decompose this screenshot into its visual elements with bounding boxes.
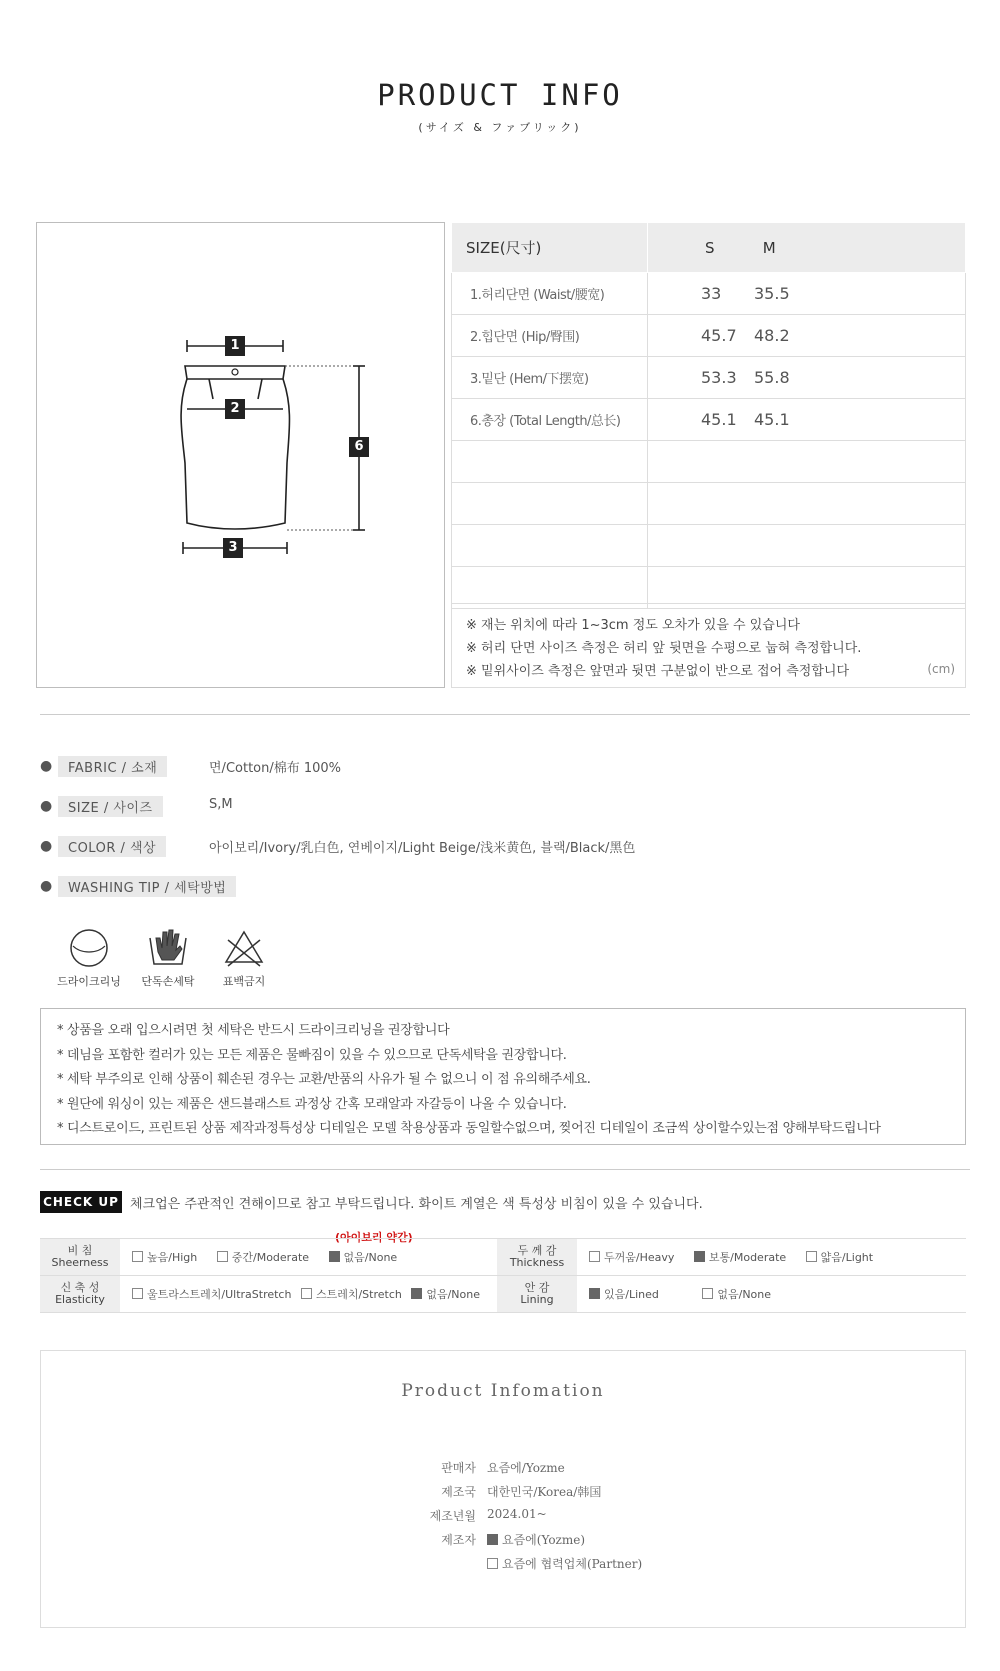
row-label: 1.허리단면 (Waist/腰宽) xyxy=(452,273,648,315)
checkbox-checked-icon xyxy=(694,1251,705,1262)
washing-label: 드라이크리닝 xyxy=(57,975,121,988)
info-key: 제조자 xyxy=(441,1533,476,1547)
table-row-empty xyxy=(452,441,966,483)
option-item[interactable] xyxy=(702,1288,771,1301)
bullet-icon: ● xyxy=(40,878,53,894)
table-row xyxy=(452,357,966,399)
lining-options xyxy=(577,1276,966,1313)
maker-option-label: 요즘에 협력업체(Partner) xyxy=(502,1557,643,1571)
info-value[interactable] xyxy=(487,1555,642,1572)
bullet-icon: ● xyxy=(40,798,53,814)
table-row xyxy=(452,273,966,315)
page-title: PRODUCT INFO xyxy=(377,78,623,112)
thickness-label xyxy=(497,1239,577,1276)
checkup-badge: CHECK UP xyxy=(40,1191,122,1213)
washing-label: 단독손세탁 xyxy=(141,975,195,988)
note-line: ※ 밑위사이즈 측정은 앞면과 뒷면 구분없이 반으로 접어 측정합니다 xyxy=(466,664,850,679)
product-information xyxy=(40,1350,966,1628)
option-label: 스트레치/Stretch xyxy=(315,1288,402,1301)
page-subtitle: (サイズ & ファブリック) xyxy=(418,121,582,134)
option-label: 없음/None xyxy=(343,1251,398,1264)
option-item[interactable] xyxy=(806,1251,873,1264)
empty-cell xyxy=(648,483,966,525)
value-m: 45.1 xyxy=(754,410,790,429)
info-title: Product Infomation xyxy=(401,1381,605,1401)
info-key: 제조국 xyxy=(441,1485,476,1499)
diagram-label-waist: 1 xyxy=(225,336,245,356)
care-line: * 세탁 부주의로 인해 상품이 훼손된 경우는 교환/반품의 사유가 될 수 없으니 이 점 유의해주세요. xyxy=(57,1072,591,1087)
option-item[interactable] xyxy=(694,1251,786,1264)
table-row xyxy=(452,315,966,357)
checkbox-icon xyxy=(132,1288,143,1299)
info-key: 제조년월 xyxy=(429,1509,476,1523)
checkbox-checked-icon xyxy=(329,1251,340,1262)
spec-label: SIZE / 사이즈 xyxy=(58,796,163,817)
hand-wash-icon xyxy=(146,926,190,970)
checkbox-checked-icon xyxy=(411,1288,422,1299)
checkbox-icon xyxy=(301,1288,312,1299)
no-bleach-icon xyxy=(222,926,266,970)
spec-label: FABRIC / 소재 xyxy=(58,756,167,777)
diagram-label-hip: 2 xyxy=(225,399,245,419)
checkbox-icon xyxy=(589,1251,600,1262)
note-line: ※ 허리 단면 사이즈 측정은 허리 앞 뒷면을 수평으로 눕혀 측정합니다. xyxy=(466,641,862,656)
diagram-label-length: 6 xyxy=(349,437,369,457)
table-row xyxy=(452,399,966,441)
bullet-icon: ● xyxy=(40,838,53,854)
row-label: 2.힙단면 (Hip/臀围) xyxy=(452,315,648,357)
option-item[interactable] xyxy=(301,1288,402,1301)
option-label: 없음/None xyxy=(717,1288,772,1301)
care-line: * 데님을 포함한 컬러가 있는 모든 제품은 물빠짐이 있을 수 있으므로 단독세탁을 권장합니다. xyxy=(57,1047,567,1063)
elasticity-options xyxy=(120,1276,497,1313)
value-s: 45.1 xyxy=(701,410,737,429)
thickness-options xyxy=(577,1239,966,1276)
skirt-diagram xyxy=(36,222,445,688)
spec-value: 아이보리/Ivory/乳白色, 연베이지/Light Beige/浅米黄色, 블랙/Black/黑色 xyxy=(209,841,636,856)
bullet-icon: ● xyxy=(40,758,53,774)
sheerness-label xyxy=(40,1239,120,1276)
row-label: 6.총장 (Total Length/总长) xyxy=(452,399,648,441)
washing-label: 표백금지 xyxy=(222,975,266,988)
maker-option-label: 요즘에(Yozme) xyxy=(502,1533,586,1547)
washing-item xyxy=(204,926,284,989)
checkbox-icon xyxy=(487,1558,498,1569)
size-header-label: SIZE(尺寸) xyxy=(452,223,648,273)
row-values xyxy=(648,273,966,315)
row-values xyxy=(648,357,966,399)
checkbox-checked-icon xyxy=(589,1288,600,1299)
checkbox-icon xyxy=(132,1251,143,1262)
value-m: 55.8 xyxy=(754,368,790,387)
value-m: 35.5 xyxy=(754,284,790,303)
option-label: 없음/None xyxy=(426,1288,480,1301)
row-values xyxy=(648,399,966,441)
option-item[interactable] xyxy=(411,1288,480,1301)
checkbox-icon xyxy=(702,1288,713,1299)
sheerness-options xyxy=(120,1239,497,1276)
value-s: 45.7 xyxy=(701,326,737,345)
value-s: 33 xyxy=(701,284,722,303)
care-instructions xyxy=(40,1008,966,1145)
table-row-empty xyxy=(452,483,966,525)
size-s-label: S xyxy=(705,238,715,257)
lining-label xyxy=(497,1276,577,1313)
option-label: 중간/Moderate xyxy=(231,1251,310,1264)
elasticity-label xyxy=(40,1276,120,1313)
empty-cell xyxy=(648,525,966,567)
empty-cell xyxy=(452,525,648,567)
info-key: 판매자 xyxy=(441,1461,476,1475)
divider xyxy=(40,1169,970,1170)
checkup-table xyxy=(40,1238,966,1313)
checkbox-icon xyxy=(217,1251,228,1262)
skirt-outline-icon xyxy=(37,223,444,687)
divider xyxy=(40,714,970,715)
care-line: * 상품을 오래 입으시려면 첫 세탁은 반드시 드라이크리닝을 권장합니다 xyxy=(57,1023,450,1038)
option-label: 높음/High xyxy=(147,1251,198,1264)
checkbox-checked-icon xyxy=(487,1534,498,1545)
empty-cell xyxy=(452,441,648,483)
option-item[interactable] xyxy=(132,1288,291,1301)
option-label: 있음/Lined xyxy=(604,1288,659,1301)
dry-clean-icon xyxy=(67,926,111,970)
label-en: Lining xyxy=(520,1293,554,1306)
empty-cell xyxy=(648,441,966,483)
value-m: 48.2 xyxy=(754,326,790,345)
care-line: * 원단에 워싱이 있는 제품은 샌드블래스트 과정상 간혹 모래알과 자갈등이 나올 수 있습니다. xyxy=(57,1096,567,1112)
label-en: Sheerness xyxy=(51,1256,109,1269)
checkbox-icon xyxy=(806,1251,817,1262)
row-label: 3.밑단 (Hem/下摆宽) xyxy=(452,357,648,399)
option-item[interactable] xyxy=(217,1251,309,1264)
care-line: * 디스트로이드, 프린트된 상품 제작과정특성상 디테일은 모델 착용상품과 동일할수없으며, 찢어진 디테일이 조금씩 상이할수있는점 양해부탁드립니다 xyxy=(57,1121,881,1136)
size-m-label: M xyxy=(762,238,776,257)
label-ko: 신 축 성 xyxy=(60,1281,100,1294)
spec-label: COLOR / 색상 xyxy=(58,836,166,857)
checkup-text: 체크업은 주관적인 견해이므로 참고 부탁드립니다. 화이트 계열은 색 특성상 비침이 있을 수 있습니다. xyxy=(130,1197,703,1212)
empty-cell xyxy=(452,483,648,525)
table-row-empty xyxy=(452,525,966,567)
label-en: Thickness xyxy=(509,1256,565,1269)
label-ko: 두 께 감 xyxy=(517,1244,557,1257)
washing-item xyxy=(49,926,129,989)
diagram-label-hem: 3 xyxy=(223,538,243,558)
measurement-notes xyxy=(451,603,966,688)
option-item[interactable] xyxy=(329,1251,398,1264)
option-item[interactable] xyxy=(589,1251,674,1264)
option-label: 두꺼움/Heavy xyxy=(604,1251,675,1264)
row-values xyxy=(648,315,966,357)
washing-item xyxy=(128,926,208,989)
spec-value: 면/Cotton/棉布 100% xyxy=(209,761,342,776)
value-s: 53.3 xyxy=(701,368,737,387)
option-label: 얇음/Light xyxy=(820,1251,874,1264)
spec-value: S,M xyxy=(209,797,233,812)
option-label: 보통/Moderate xyxy=(708,1251,787,1264)
option-item[interactable] xyxy=(589,1288,659,1301)
label-ko: 안 감 xyxy=(524,1281,550,1294)
label-en: Elasticity xyxy=(55,1293,105,1306)
info-value: 2024.01~ xyxy=(487,1507,547,1521)
info-value: 대한민국/Korea/韩国 xyxy=(487,1485,602,1499)
option-label: 울트라스트레치/UltraStretch xyxy=(147,1288,292,1301)
size-table-header xyxy=(452,223,966,273)
info-value[interactable] xyxy=(487,1531,585,1548)
info-value: 요즘에/Yozme xyxy=(487,1461,565,1475)
size-header-sizes xyxy=(648,223,966,273)
checkup-note: (아이보리 약간) xyxy=(335,1231,413,1244)
spec-label: WASHING TIP / 세탁방법 xyxy=(58,876,236,897)
note-line: ※ 재는 위치에 따라 1~3cm 정도 오차가 있을 수 있습니다 xyxy=(466,618,800,633)
label-ko: 비 침 xyxy=(67,1244,93,1257)
size-table xyxy=(451,222,966,609)
unit-label: (cm) xyxy=(927,662,955,676)
option-item[interactable] xyxy=(132,1251,197,1264)
table-row xyxy=(40,1276,966,1313)
table-row xyxy=(40,1239,966,1276)
